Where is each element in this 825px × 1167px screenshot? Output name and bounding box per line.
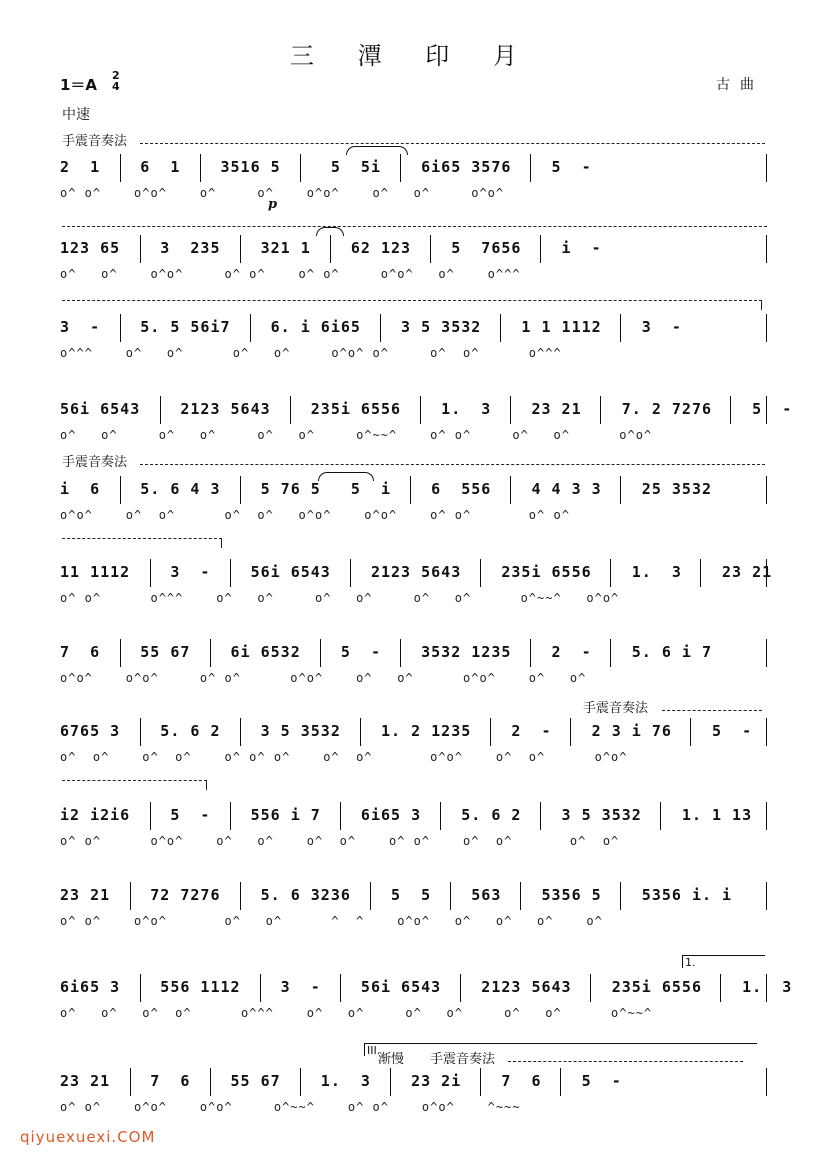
articulation-line: o^ o^ o^o^ o^ o^ o^ o^ o^ o^ o^ o^ o^ o^ bbox=[60, 834, 620, 848]
staff-row bbox=[60, 978, 793, 1038]
barline bbox=[240, 882, 241, 910]
articulation-line: o^o^ o^ o^ o^ o^ o^o^ o^o^ o^ o^ o^ o^ bbox=[60, 508, 570, 522]
barline bbox=[766, 154, 767, 182]
barline bbox=[730, 396, 731, 424]
barline bbox=[430, 235, 431, 263]
technique-end-tick bbox=[761, 300, 762, 310]
barline bbox=[130, 1068, 131, 1096]
articulation-line: o^ o^ o^o^ o^ o^ ^ ^ o^o^ o^ o^ o^ o^ bbox=[60, 914, 603, 928]
barline bbox=[150, 559, 151, 587]
note-line: i 6 5. 6 4 3 5 76 5 5 i 6 556 4 4 3 3 25 3532 bbox=[60, 480, 712, 498]
note-line: 3 - 5. 5 56i7 6. i 6i65 3 5 3532 1 1 1112 3 - bbox=[60, 318, 682, 336]
staff-row bbox=[60, 563, 773, 623]
barline bbox=[230, 802, 231, 830]
key-signature: 1＝A bbox=[60, 76, 98, 94]
volta-1: 1. bbox=[682, 955, 765, 968]
staff-row bbox=[60, 480, 770, 540]
note-line: 123 65 3 235 321 1 62 123 5 7656 i - bbox=[60, 239, 602, 257]
note-line: 23 21 7 6 55 67 1. 3 23 2i 7 6 5 - bbox=[60, 1072, 622, 1090]
barline bbox=[610, 639, 611, 667]
technique-extension-line bbox=[62, 300, 762, 301]
barline bbox=[240, 476, 241, 504]
barline bbox=[620, 476, 621, 504]
staff-row bbox=[60, 1072, 770, 1132]
barline bbox=[766, 559, 767, 587]
barline bbox=[120, 639, 121, 667]
barline bbox=[200, 154, 201, 182]
staff-row bbox=[60, 400, 793, 460]
barline bbox=[620, 882, 621, 910]
barline bbox=[520, 882, 521, 910]
barline bbox=[450, 882, 451, 910]
time-signature-top: 2 bbox=[112, 69, 120, 82]
technique-label: 手震音奏法 bbox=[62, 455, 128, 470]
barline bbox=[240, 718, 241, 746]
barline bbox=[380, 314, 381, 342]
tempo-marking: 中速 bbox=[62, 107, 90, 123]
articulation-line: o^ o^ o^ o^ o^ o^ o^~~^ o^ o^ o^ o^ o^o^ bbox=[60, 428, 653, 442]
note-line: 7 6 55 67 6i 6532 5 - 3532 1235 2 - 5. 6 i 7 bbox=[60, 643, 712, 661]
barline bbox=[590, 974, 591, 1002]
barline bbox=[210, 639, 211, 667]
articulation-line: o^o^ o^o^ o^ o^ o^o^ o^ o^ o^o^ o^ o^ bbox=[60, 671, 587, 685]
barline bbox=[766, 882, 767, 910]
dynamic-marking: p bbox=[268, 197, 278, 212]
barline bbox=[240, 235, 241, 263]
barline bbox=[660, 802, 661, 830]
barline bbox=[530, 639, 531, 667]
barline bbox=[540, 802, 541, 830]
barline bbox=[766, 235, 767, 263]
barline bbox=[620, 314, 621, 342]
articulation-line: o^^^ o^ o^ o^ o^ o^o^ o^ o^ o^ o^^^ bbox=[60, 346, 562, 360]
staff-row bbox=[60, 886, 770, 946]
barline bbox=[610, 559, 611, 587]
barline bbox=[160, 396, 161, 424]
barline bbox=[320, 639, 321, 667]
score-title: 三 潭 印 月 bbox=[290, 42, 535, 70]
barline bbox=[330, 235, 331, 263]
volta-3: III. bbox=[364, 1043, 757, 1056]
barline bbox=[120, 476, 121, 504]
barline bbox=[400, 639, 401, 667]
barline bbox=[140, 718, 141, 746]
staff-row bbox=[60, 643, 770, 703]
barline bbox=[500, 314, 501, 342]
barline bbox=[440, 802, 441, 830]
barline bbox=[766, 718, 767, 746]
barline bbox=[460, 974, 461, 1002]
technique-extension-line bbox=[662, 710, 762, 711]
barline bbox=[150, 802, 151, 830]
barline bbox=[766, 639, 767, 667]
barline bbox=[120, 314, 121, 342]
barline bbox=[766, 1068, 767, 1096]
barline bbox=[700, 559, 701, 587]
barline bbox=[120, 154, 121, 182]
barline bbox=[360, 718, 361, 746]
barline bbox=[510, 476, 511, 504]
barline bbox=[300, 154, 301, 182]
technique-label: 手震音奏法 bbox=[583, 701, 649, 716]
barline bbox=[370, 882, 371, 910]
barline bbox=[350, 559, 351, 587]
barline bbox=[260, 974, 261, 1002]
barline bbox=[140, 974, 141, 1002]
note-line: 56i 6543 2123 5643 235i 6556 1. 3 23 21 7. 2 7276 5 - bbox=[60, 400, 793, 418]
barline bbox=[390, 1068, 391, 1096]
barline bbox=[530, 154, 531, 182]
staff-row bbox=[60, 722, 770, 782]
barline bbox=[400, 154, 401, 182]
barline bbox=[766, 802, 767, 830]
staff-row bbox=[60, 158, 770, 218]
barline bbox=[340, 802, 341, 830]
barline bbox=[560, 1068, 561, 1096]
barline bbox=[480, 559, 481, 587]
time-signature bbox=[112, 70, 120, 92]
barline bbox=[570, 718, 571, 746]
barline bbox=[410, 476, 411, 504]
articulation-line: o^ o^ o^o^ o^ o^ o^o^ o^ o^ o^o^ bbox=[60, 186, 505, 200]
barline bbox=[230, 559, 231, 587]
articulation-line: o^ o^ o^^^ o^ o^ o^ o^ o^ o^ o^~~^ o^o^ bbox=[60, 591, 620, 605]
articulation-line: o^ o^ o^o^ o^o^ o^~~^ o^ o^ o^o^ ^~~~ bbox=[60, 1100, 521, 1114]
technique-label: 手震音奏法 bbox=[62, 134, 128, 149]
tie-arc bbox=[346, 146, 408, 155]
articulation-line: o^ o^ o^ o^ o^^^ o^ o^ o^ o^ o^ o^ o^~~^ bbox=[60, 1006, 653, 1020]
note-line: 11 1112 3 - 56i 6543 2123 5643 235i 6556 1. 3 23 21 bbox=[60, 563, 773, 581]
technique-extension-line bbox=[140, 143, 765, 144]
barline bbox=[540, 235, 541, 263]
barline bbox=[766, 314, 767, 342]
technique-extension-line bbox=[62, 226, 767, 227]
watermark-text: qiyuexuexi.COM bbox=[20, 1128, 156, 1146]
technique-extension-line bbox=[508, 1061, 743, 1062]
note-line: 2 1 6 1 3516 5 5 5i 6i65 3576 5 - bbox=[60, 158, 592, 176]
technique-label: 手震音奏法 bbox=[430, 1052, 496, 1067]
barline bbox=[290, 396, 291, 424]
barline bbox=[690, 718, 691, 746]
staff-row bbox=[60, 239, 770, 299]
barline bbox=[420, 396, 421, 424]
barline bbox=[766, 974, 767, 1002]
barline bbox=[600, 396, 601, 424]
staff-row bbox=[60, 806, 770, 866]
barline bbox=[720, 974, 721, 1002]
origin-label: 古曲 bbox=[716, 77, 764, 93]
note-line: i2 i2i6 5 - 556 i 7 6i65 3 5. 6 2 3 5 3532 1. 1 13 bbox=[60, 806, 753, 824]
note-line: 6i65 3 556 1112 3 - 56i 6543 2123 5643 235i 6556 1. 3 bbox=[60, 978, 793, 996]
barline bbox=[130, 882, 131, 910]
barline bbox=[510, 396, 511, 424]
barline bbox=[140, 235, 141, 263]
articulation-line: o^ o^ o^o^ o^ o^ o^ o^ o^o^ o^ o^^^ bbox=[60, 267, 521, 281]
barline bbox=[300, 1068, 301, 1096]
articulation-line: o^ o^ o^ o^ o^ o^ o^ o^ o^ o^o^ o^ o^ o^o^ bbox=[60, 750, 628, 764]
note-line: 23 21 72 7276 5. 6 3236 5 5 563 5356 5 5356 i. i bbox=[60, 886, 733, 904]
note-line: 6765 3 5. 6 2 3 5 3532 1. 2 1235 2 - 2 3 i 76 5 - bbox=[60, 722, 753, 740]
technique-extension-line bbox=[140, 464, 765, 465]
barline bbox=[210, 1068, 211, 1096]
barline bbox=[766, 396, 767, 424]
barline bbox=[340, 974, 341, 1002]
barline bbox=[766, 476, 767, 504]
barline bbox=[250, 314, 251, 342]
barline bbox=[490, 718, 491, 746]
ending-tempo: 渐慢 bbox=[378, 1052, 405, 1067]
barline bbox=[480, 1068, 481, 1096]
staff-row bbox=[60, 318, 770, 378]
time-signature-bottom: 4 bbox=[112, 80, 120, 93]
